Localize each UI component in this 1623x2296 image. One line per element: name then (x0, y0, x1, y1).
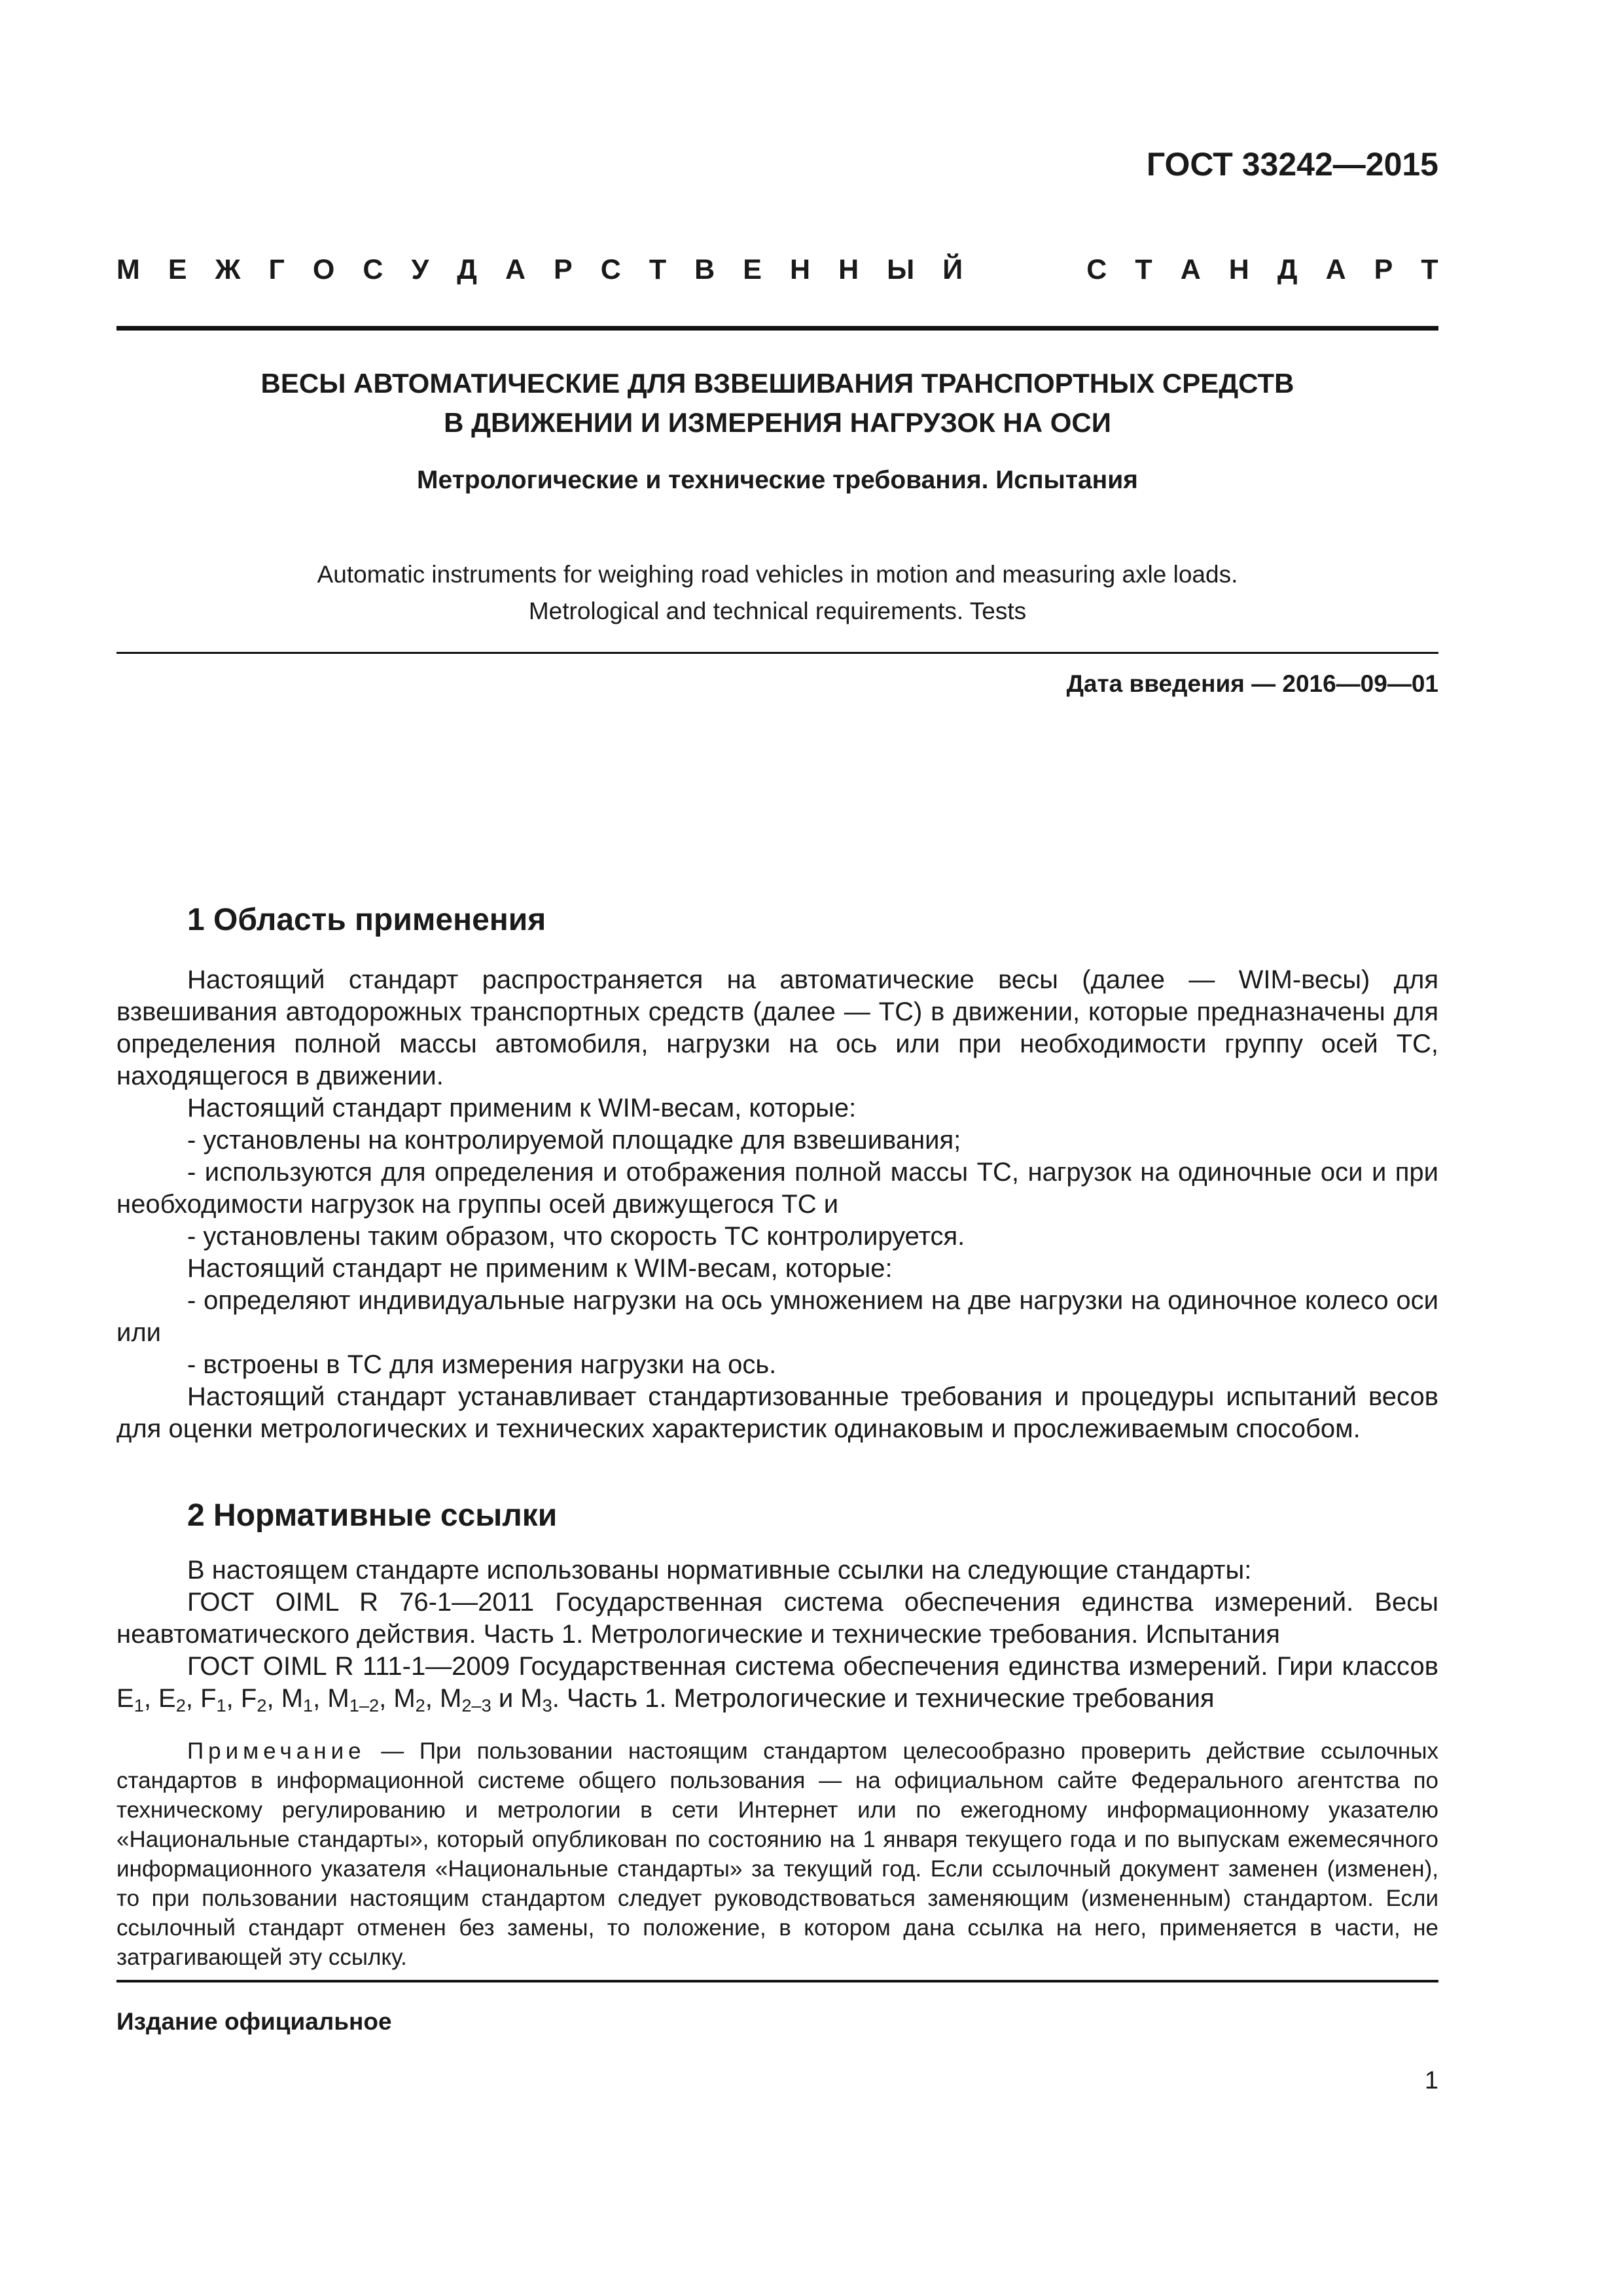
header-rule (116, 326, 1438, 331)
title-rule (116, 652, 1438, 654)
separator: , (266, 1684, 281, 1713)
english-title-line-1: Automatic instruments for weighing road vehicles in motion and measuring axle loads. (317, 561, 1238, 588)
section-2-heading: 2 Нормативные ссылки (187, 1498, 558, 1533)
banner-letter: В (694, 254, 715, 285)
weight-class: $F_1$ (200, 1684, 226, 1715)
section-1-body (116, 964, 1438, 1445)
note (116, 1736, 1438, 1972)
note-label: Примечание (187, 1738, 366, 1764)
weight-class-subscript: 2 (257, 1695, 267, 1715)
banner-letter: О (312, 254, 335, 285)
banner-letter: Р (554, 254, 573, 285)
list-item: - используются для определения и отображения полной массы ТС, нагрузок на одиночные оси и при необходимости нагрузок на группы осей движущегося ТС и (116, 1158, 1438, 1219)
banner-letter: Т (649, 254, 667, 285)
paragraph: Настоящий стандарт применим к WIM-весам, которые: (187, 1094, 857, 1122)
document-title (116, 364, 1438, 442)
weight-class: $M_{2-3}$ (440, 1684, 491, 1715)
paragraph: Настоящий стандарт устанавливает стандартизованные требования и процедуры испытаний весов для оценки метрологических и технических характеристик одинаковым и прослеживаемым способом. (116, 1382, 1438, 1443)
reference-lead: ГОСТ OIML R 111-1—2009 Государственная система обеспечения единства измерений. Гири классов (187, 1652, 1438, 1681)
title-line-1: ВЕСЫ АВТОМАТИЧЕСКИЕ ДЛЯ ВЗВЕШИВАНИЯ ТРАНСПОРТНЫХ СРЕДСТВ (260, 368, 1294, 399)
weight-class-subscript: 1 (216, 1695, 226, 1715)
english-title (116, 556, 1438, 630)
banner-letter: Ы (887, 254, 915, 285)
note-text: — При пользовании настоящим стандартом целесообразно проверить действие ссылочных стандартов в информационной системе общего пользования — на официальном сайте Федерального агентства по техническому регулированию и метрологии в сети Интернет или по ежегодному информационному указателю «Национальные стандарты», который опубликован по состоянию на 1 января текущего года и по выпускам ежемесячного информационного указателя «Национальные стандарты» за текущий год. Если ссылочный документ заменен (изменен), то при пользовании настоящим стандартом следует руководствоваться заменяющим (измененным) стандартом. Если ссылочный стандарт отменен без замены, то положение, в котором дана ссылка на него, применяется в части, не затрагивающей эту ссылку. (116, 1738, 1438, 1970)
separator: , (425, 1684, 440, 1713)
weight-classes (116, 1684, 552, 1713)
banner-letter: А (1325, 254, 1346, 285)
banner-letter: Т (1135, 254, 1152, 285)
document-number: ГОСТ 33242—2015 (1146, 146, 1438, 183)
separator: , (143, 1684, 159, 1713)
banner-letter (991, 254, 1010, 286)
banner-letter: Е (168, 254, 187, 285)
footer-rule (116, 1980, 1438, 1982)
section-2-body (116, 1554, 1438, 1715)
banner-letter (1039, 254, 1058, 286)
reference-gost-oiml-r76: ГОСТ OIML R 76-1—2011 Государственная система обеспечения единства измерений. Весы неавтоматического действия. Часть 1. Метрологические и технические требования. Испытания (116, 1588, 1438, 1649)
banner-letter: Т (1421, 254, 1438, 285)
interstate-standard-banner (116, 254, 1438, 286)
document-subtitle: Метрологические и технические требования. Испытания (417, 466, 1138, 494)
separator: и (491, 1684, 521, 1713)
banner-letter: М (116, 254, 140, 285)
banner-letter: С (363, 254, 383, 285)
separator: , (313, 1684, 328, 1713)
list-item: - установлены таким образом, что скорость ТС контролируется. (187, 1222, 965, 1251)
reference-gost-oiml-r111 (116, 1651, 1438, 1715)
page-number: 1 (1424, 2067, 1438, 2094)
official-edition-label: Издание официальное (116, 2008, 392, 2035)
banner-letter: С (600, 254, 621, 285)
weight-class-subscript: 1 (303, 1695, 313, 1715)
banner-letter: Д (1277, 254, 1298, 285)
banner-letter: Р (1374, 254, 1393, 285)
list-item: - определяют индивидуальные нагрузки на ось умножением на две нагрузки на одиночное колесо оси или (116, 1286, 1438, 1347)
banner-letter: С (1086, 254, 1107, 285)
list-item: - встроены в ТС для измерения нагрузки на ось. (187, 1350, 777, 1379)
weight-class-subscript: 3 (542, 1695, 552, 1715)
banner-letter: Г (268, 254, 285, 285)
introduction-date: Дата введения — 2016—09—01 (1066, 670, 1438, 697)
paragraph: В настоящем стандарте использованы нормативные ссылки на следующие стандарты: (187, 1556, 1252, 1585)
banner-letter: Е (743, 254, 762, 285)
banner-letter: Й (942, 254, 963, 285)
weight-class-subscript: 2–3 (461, 1695, 491, 1715)
weight-class: $M_2$ (393, 1684, 425, 1715)
banner-letter: Н (838, 254, 859, 285)
separator: , (185, 1684, 201, 1713)
weight-class-subscript: 1–2 (349, 1695, 380, 1715)
separator: , (226, 1684, 241, 1713)
reference-tail: . Часть 1. Метрологические и технические требования (552, 1684, 1215, 1713)
weight-class-subscript: 2 (415, 1695, 425, 1715)
title-line-2: В ДВИЖЕНИИ И ИЗМЕРЕНИЯ НАГРУЗОК НА ОСИ (444, 407, 1111, 438)
english-title-line-2: Metrological and technical requirements. Tests (528, 598, 1027, 624)
banner-letter: У (411, 254, 429, 285)
banner-letter: Н (789, 254, 811, 285)
weight-class: $M_1$ (281, 1684, 313, 1715)
weight-class: $E_2$ (158, 1684, 186, 1715)
weight-class-subscript: 1 (134, 1695, 144, 1715)
weight-class: $M_{1-2}$ (327, 1684, 380, 1715)
list-item: - установлены на контролируемой площадке для взвешивания; (187, 1126, 961, 1155)
weight-class-subscript: 2 (175, 1695, 186, 1715)
weight-class: $F_2$ (240, 1684, 267, 1715)
banner-letter: Н (1228, 254, 1249, 285)
banner-letter: Д (457, 254, 477, 285)
weight-class: $M_3$ (520, 1684, 552, 1715)
section-1-heading: 1 Область применения (187, 903, 546, 937)
banner-letter: Ж (215, 254, 241, 285)
separator: , (379, 1684, 394, 1713)
paragraph: Настоящий стандарт не применим к WIM-весам, которые: (187, 1254, 893, 1283)
banner-letter: А (1180, 254, 1201, 285)
banner-letter: А (505, 254, 526, 285)
paragraph: Настоящий стандарт распространяется на автоматические весы (далее — WIM-весы) для взвешивания автодорожных транспортных средств (далее — ТС) в движении, которые предназначены для определения полной массы автомобиля, нагрузки на ось или при необходимости группу осей ТС, находящегося в движении. (116, 965, 1438, 1090)
weight-class: $E_1$ (116, 1684, 144, 1715)
